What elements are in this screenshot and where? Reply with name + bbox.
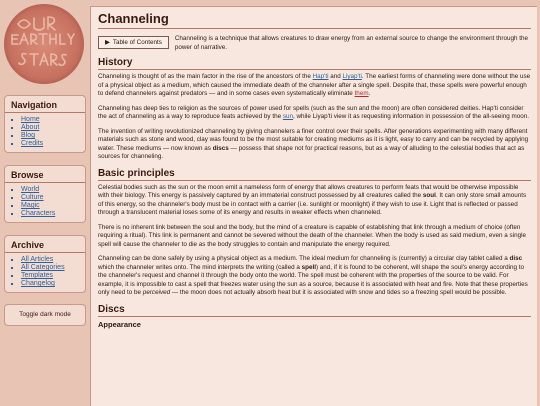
link-hapti[interactable]: Hap'ti (312, 73, 329, 80)
subheading-appearance: Appearance (98, 319, 141, 329)
archive-item-templates[interactable]: ▪ Templates (21, 272, 79, 280)
history-paragraph-2: Channeling has deep ties to religion as the sources of power used for spells (such as the sun and the moon) are often considered deities. Hap'ti consider the act of channeling as a way to reproduce feats achieved by the sun, while Liyap'ti view it as requesting information in possession of the all-seeing moon. (98, 104, 530, 120)
logo-lettering (4, 4, 84, 84)
link-them[interactable]: them (354, 90, 369, 97)
browse-item-world[interactable]: ▪ World (21, 186, 79, 194)
nav-panel (4, 95, 86, 153)
archive-panel (4, 235, 86, 293)
table-of-contents-toggle[interactable] (98, 36, 169, 49)
archive-item-changelog[interactable]: ▪ Changelog (21, 280, 79, 288)
browse-item-culture[interactable]: ▪ Culture (21, 194, 79, 202)
browse-item-magic[interactable]: ▪ Magic (21, 202, 79, 210)
archive-item-all-articles[interactable]: ▪ All Articles (21, 256, 79, 264)
site-logo[interactable] (4, 4, 84, 84)
history-paragraph-1: Channeling is thought of as the main factor in the rise of the ancestors of the Hap'ti and Liyap'ti. The earliest forms of channeling were done without the use of a physical object as a medium, which caused the immediate death of the channeler after a single spell. Despite that, these spells were powerful enough to defend channelers against predators — and in some cases even systematically eliminate them. (98, 73, 531, 97)
article-main (90, 6, 537, 406)
page-title: Channeling (98, 11, 531, 29)
browse-item-characters[interactable]: ▪ Characters (21, 210, 79, 218)
nav-item-credits[interactable]: ▪ Credits (21, 140, 79, 148)
section-heading-history: History (98, 57, 531, 70)
basic-paragraph-1: Celestial bodies such as the sun or the moon emit a nameless form of energy that allows creatures to perform feats that would be otherwise impossible with their biology. This energy is passively captured by an immaterial construct possessed by all creatures called the soul. It can only store small amounts of this energy, so the channeler's body must be in contact with a carrier (i.e. sunlight or moonlight) if they wish to use it. Light that is reflected or passed through a translucent material loses some of its energy and results in weaker effects when channeled. (98, 183, 527, 216)
section-heading-basic-principles: Basic principles (98, 168, 531, 181)
sidebar (0, 0, 90, 405)
archive-title: Archive (5, 236, 85, 253)
intro-text: Channeling is a technique that allows creatures to draw energy from an external source to change the environment through the power of narrative. (174, 35, 529, 51)
basic-paragraph-2: There is no inherent link between the soul and the body, but the mind of a creature is capable of establishing that link through a medium of choice (often requiring a ritual). This link is permanent and cannot be severed without the death of the channeler. When the body is used as said medium, even a single spell will cause the channeler to die as the body struggles to contain and manipulate the energy required. (98, 223, 526, 248)
triangle-right-icon: ▶ (105, 39, 110, 46)
browse-title: Browse (5, 166, 85, 183)
nav-item-home[interactable]: ▪ Home (21, 116, 79, 124)
nav-item-blog[interactable]: ▪ Blog (21, 132, 79, 140)
toc-label: Table of Contents (112, 39, 162, 46)
link-sun[interactable]: sun (282, 113, 293, 120)
nav-title: Navigation (5, 96, 85, 113)
nav-item-about[interactable]: ▪ About (21, 124, 79, 132)
history-paragraph-3: The invention of writing revolutionized channeling by giving channelers a finer control over their spells. After generations experimenting with many different materials such as stone and wood, clay was found to be the most suitable for creating mediums as it is light, easy to carry and can be recycled by applying water. These mediums — now known as discs — possess that shape not for practical reasons, but as a way of alluding to the celestial bodies that act as sources for channeling. (98, 127, 529, 160)
dark-mode-toggle[interactable]: Toggle dark mode (4, 304, 86, 326)
section-heading-discs: Discs (98, 304, 531, 317)
archive-item-all-categories[interactable]: ▪ All Categories (21, 264, 79, 272)
browse-panel (4, 165, 86, 223)
link-liyapti[interactable]: Liyap'ti (342, 73, 362, 80)
basic-paragraph-3: Channeling can be done safely by using a physical object as a medium. The ideal medium for channeling is (currently) a circular clay tablet called a disc which the channeler writes onto. The mind interprets the writing (called a spell) and, if it is found to be coherent, will shape the soul's energy according to the channeler's request and channel it through the body onto the world. The spell must be coherent with the properties of the source to be valid. For example, it is impossible to cast a spell that freezes water using the sun as a source, because it is associated with heat and fire. Note that these properties only need to be perceived — the moon does not actually absorb heat but it is associated with snow and tides so a freezing spell would be possible. (98, 255, 528, 296)
